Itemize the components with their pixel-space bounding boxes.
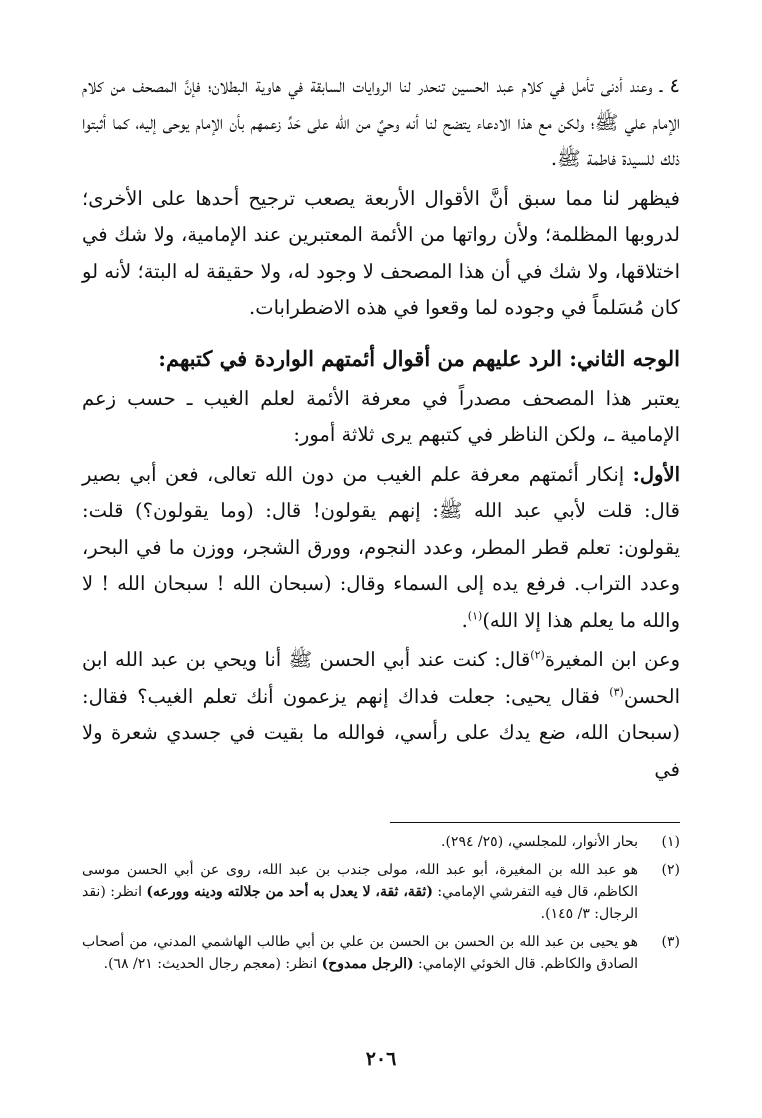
footnote-number: (٣) bbox=[661, 934, 680, 950]
paragraph-5-text-a: وعن ابن المغيرة bbox=[544, 648, 680, 671]
section-heading: الوجه الثاني: الرد عليهم من أقوال أئمتهم الواردة في كتبهم: bbox=[158, 345, 680, 371]
paragraph-5-text-c: فقال يحيى: جعلت فداك إنهم يزعمون أنك تعلم الغيب؟ فقال: (سبحان الله، ضع يدك على رأسي، فوالله ما بقيت في جسدي شعرة ولا في bbox=[82, 684, 680, 781]
footnote-text bbox=[82, 859, 638, 925]
footnote-ref-1[interactable]: (١) bbox=[467, 609, 483, 622]
footnote-source: انظر: (نقد الرجال: ٣/ ١٤٥). bbox=[82, 884, 638, 922]
paragraph-5-text-b: قال: كنت عند أبي الحسن ﷺ أنا ويحي بن عبد الله ابن الحسن bbox=[82, 648, 680, 708]
footnote-text bbox=[82, 931, 638, 975]
footnote-1 bbox=[82, 831, 680, 853]
paragraph-5 bbox=[82, 642, 680, 788]
footnote-text: بحار الأنوار، للمجلسي، (٢٥/ ٢٩٤). bbox=[441, 834, 638, 850]
footnote-quote: (ثقة، ثقة، لا يعدل به أحد من جلالته ودينه وورعه) bbox=[146, 884, 433, 900]
footnote-number: (٢) bbox=[661, 862, 680, 878]
footnote-text-part: هو عبد الله بن المغيرة، أبو عبد الله، مولى جندب بن عبد الله، روى عن أبي الحسن موسى الكاظم، قال فيه التفرشي الإمامي: bbox=[82, 862, 639, 900]
page-number: ٢٠٦ bbox=[365, 1048, 397, 1070]
footnote-number: (١) bbox=[661, 834, 680, 850]
paragraph-4-text: إنكار أئمتهم معرفة علم الغيب من دون الله تعالى، فعن أبي بصير قال: قلت لأبي عبد الله ﷺ: إنهم يقولون! قال: (وما يقولون؟) قلت: يقولون: تعلم قطر المطر، وعدد النجوم، وورق الشجر، ووزن ما في البحر، وعدد التراب. فرفع يده إلى السماء وقال: (سبحان الله ! سبحان الله ! لا والله ما يعلم هذا إلا الله) bbox=[82, 462, 680, 632]
footnote-text-part: هو يحيى بن عبد الله بن الحسن بن الحسن بن علي بن أبي طالب الهاشمي المدني، من أصحاب الصادق والكاظم. قال الخوئي الإمامي: bbox=[82, 934, 638, 972]
paragraph-2: فيظهر لنا مما سبق أنَّ الأقوال الأربعة يصعب ترجيح أحدها على الأخرى؛ لدروبها المظلمة؛ ولأن رواتها من الأئمة المعتبرين عند الإمامية، ولا شك في اختلاقها، ولا شك في أن هذا المصحف لا وجود له، ولا حقيقة له البتة؛ لأنه لو كان مُسَلماً في وجوده لما وقعوا في هذه الاضطرابات. bbox=[82, 186, 680, 319]
footnote-2 bbox=[82, 859, 680, 925]
paragraph-4-end: . bbox=[461, 608, 468, 632]
footnote-ref-2[interactable]: (٢) bbox=[530, 648, 545, 662]
paragraph-4 bbox=[82, 457, 680, 640]
footnote-3 bbox=[82, 931, 680, 975]
paragraph-1: ٤ ـ وعند أدنى تأمل في كلام عبد الحسين تنحدر لنا الروايات السابقة في هاوية البطلان؛ فإنَّ المصحف من كلام الإمام علي ﷺ؛ ولكن مع هذا الادعاء يتضح لنا أنه وحيٌ من الله على حَدِّ زعمهم بأن الإمام يوحى إليه، كما أثبتوا ذلك للسيدة فاطمة ﷺ. bbox=[82, 74, 680, 170]
footnote-source: انظر: (معجم رجال الحديث: ٢١/ ٦٨). bbox=[103, 956, 322, 972]
footnote-ref-3[interactable]: (٣) bbox=[609, 685, 624, 698]
paragraph-4-lead: الأول: bbox=[632, 462, 680, 486]
paragraph-3: يعتبر هذا المصحف مصدراً في معرفة الأئمة لعلم الغيب ـ حسب زعم الإمامية ـ، ولكن الناظر في كتبهم يرى ثلاثة أمور: bbox=[82, 386, 680, 446]
footnote-divider bbox=[390, 822, 680, 823]
footnote-quote: (الرجل ممدوح) bbox=[321, 956, 414, 972]
